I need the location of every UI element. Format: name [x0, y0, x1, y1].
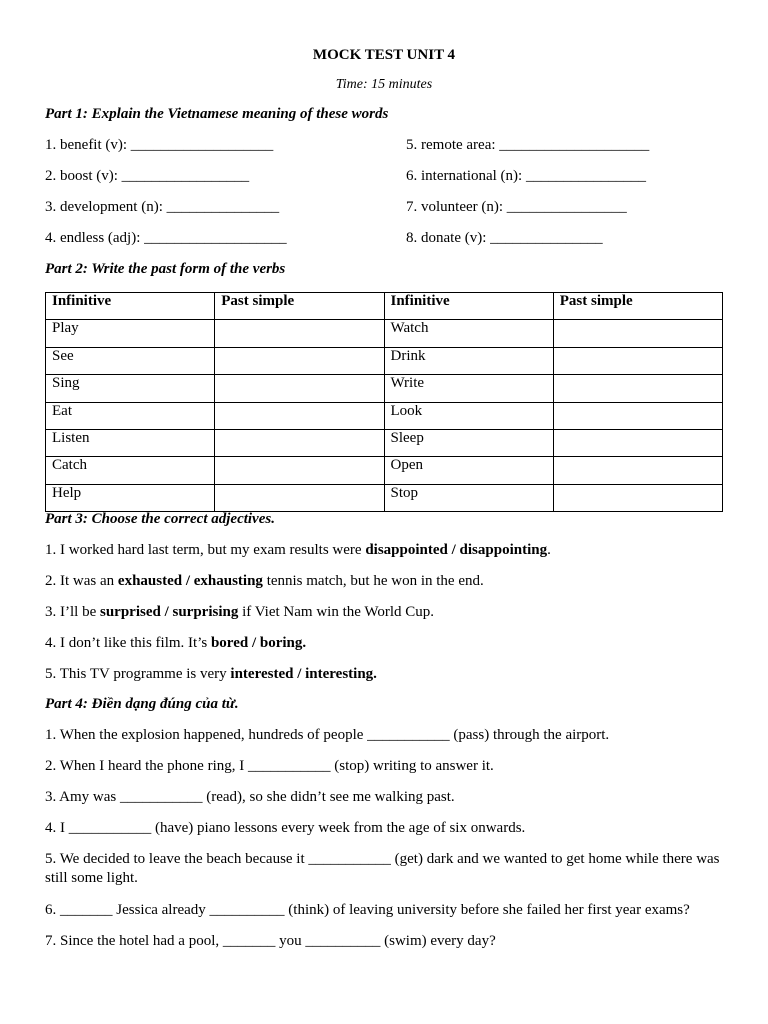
infinitive-cell: Catch	[46, 457, 215, 484]
infinitive-cell: Eat	[46, 402, 215, 429]
column-header: Infinitive	[384, 293, 553, 320]
table-row	[46, 320, 723, 347]
answer-cell	[553, 484, 722, 511]
question-text: 3. I’ll be	[45, 604, 100, 620]
table-row	[46, 429, 723, 456]
infinitive-cell: Open	[384, 457, 553, 484]
part2-heading: Part 2: Write the past form of the verbs	[45, 261, 286, 277]
part4-item: 3. Amy was ___________ (read), so she didn’t see me walking past.	[45, 789, 455, 805]
adjective-choices: exhausted / exhausting	[117, 573, 263, 589]
infinitive-cell: Help	[46, 484, 215, 511]
part1-item: 2. boost (v): _________________	[45, 168, 250, 184]
part4-item: 1. When the explosion happened, hundreds of people ___________ (pass) through the airport.	[45, 727, 610, 743]
infinitive-cell: Drink	[384, 347, 553, 374]
part1-item: 1. benefit (v): ___________________	[45, 137, 274, 153]
question-text: 1. I worked hard last term, but my exam results were	[45, 542, 366, 558]
part3-item	[45, 573, 484, 590]
infinitive-cell: See	[46, 347, 215, 374]
table-header-row	[46, 293, 723, 320]
adjective-choices: bored / boring.	[210, 635, 307, 651]
answer-cell	[553, 320, 722, 347]
answer-cell	[553, 457, 722, 484]
infinitive-cell: Listen	[46, 429, 215, 456]
answer-cell	[553, 402, 722, 429]
part1-item: 3. development (n): _______________	[45, 199, 280, 215]
part4-heading: Part 4: Điền dạng đúng của từ.	[45, 696, 239, 712]
infinitive-cell: Watch	[384, 320, 553, 347]
infinitive-cell: Stop	[384, 484, 553, 511]
page-title: MOCK TEST UNIT 4	[312, 47, 456, 63]
verbs-table	[45, 292, 723, 512]
part1-item: 7. volunteer (n): ________________	[406, 199, 627, 215]
part4-item: 4. I ___________ (have) piano lessons every week from the age of six onwards.	[45, 820, 526, 836]
answer-cell	[215, 484, 384, 511]
table-row	[46, 347, 723, 374]
part1-item: 8. donate (v): _______________	[406, 230, 603, 246]
question-text: 4. I don’t like this film. It’s	[45, 635, 211, 651]
part1-item: 4. endless (adj): ___________________	[45, 230, 287, 246]
part3-item	[45, 604, 434, 621]
question-text: if Viet Nam win the World Cup.	[238, 604, 435, 620]
answer-cell	[215, 347, 384, 374]
part4-item: 2. When I heard the phone ring, I ___________ (stop) writing to answer it.	[45, 758, 494, 774]
part4-item: 6. _______ Jessica already __________ (think) of leaving university before she failed her first year exams?	[45, 902, 690, 918]
part3-item	[45, 635, 306, 652]
question-text: 5. This TV programme is very	[45, 666, 231, 682]
column-header: Past simple	[553, 293, 722, 320]
answer-cell	[215, 320, 384, 347]
table-row	[46, 402, 723, 429]
part3-item	[45, 542, 551, 559]
table-row	[46, 457, 723, 484]
part3-heading: Part 3: Choose the correct adjectives.	[45, 511, 275, 527]
part1-item: 5. remote area: ____________________	[406, 137, 650, 153]
answer-cell	[215, 457, 384, 484]
question-text: tennis match, but he won in the end.	[262, 573, 484, 589]
infinitive-cell: Look	[384, 402, 553, 429]
question-text: 2. It was an	[45, 573, 118, 589]
infinitive-cell: Sleep	[384, 429, 553, 456]
answer-cell	[215, 402, 384, 429]
table-row	[46, 484, 723, 511]
adjective-choices: interested / interesting.	[230, 666, 377, 682]
adjective-choices: surprised / surprising	[99, 604, 239, 620]
infinitive-cell: Play	[46, 320, 215, 347]
column-header: Past simple	[215, 293, 384, 320]
time-limit: Time: 15 minutes	[335, 77, 433, 92]
question-text: .	[547, 542, 551, 558]
part3-item	[45, 666, 377, 683]
part1-heading: Part 1: Explain the Vietnamese meaning of these words	[45, 106, 389, 122]
part1-item: 6. international (n): ________________	[406, 168, 646, 184]
table-row	[46, 375, 723, 402]
answer-cell	[215, 429, 384, 456]
answer-cell	[553, 429, 722, 456]
adjective-choices: disappointed / disappointing	[365, 542, 548, 558]
column-header: Infinitive	[46, 293, 215, 320]
answer-cell	[215, 375, 384, 402]
infinitive-cell: Sing	[46, 375, 215, 402]
answer-cell	[553, 347, 722, 374]
answer-cell	[553, 375, 722, 402]
part4-item: 5. We decided to leave the beach because it ___________ (get) dark and we wanted to get home while there was still some light.	[45, 851, 720, 886]
part4-item: 7. Since the hotel had a pool, _______ you __________ (swim) every day?	[45, 933, 496, 949]
infinitive-cell: Write	[384, 375, 553, 402]
